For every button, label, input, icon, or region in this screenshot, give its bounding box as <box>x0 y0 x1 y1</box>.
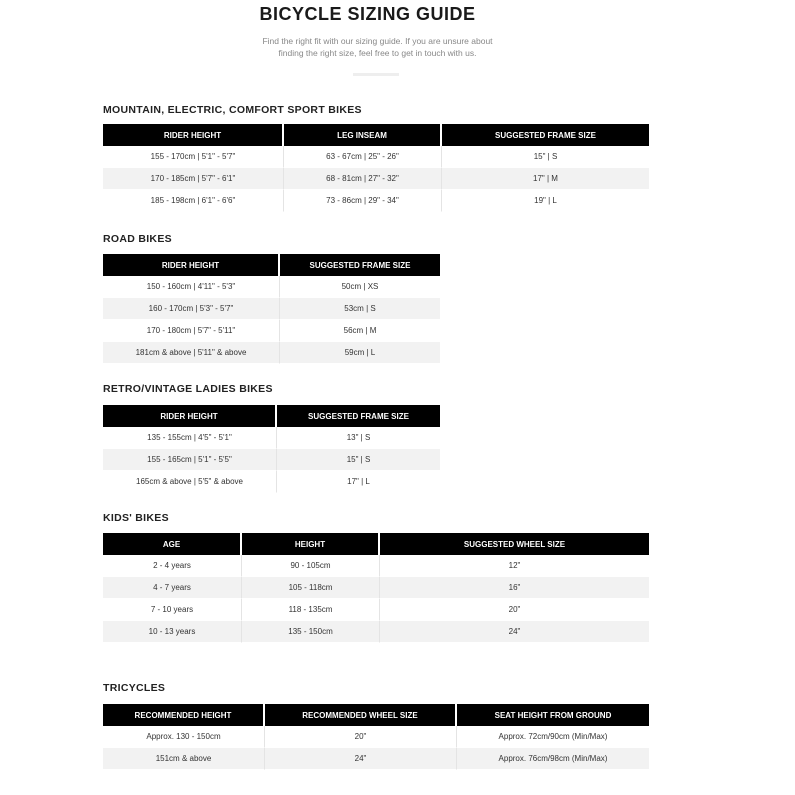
sizing-table-kids-bikes <box>103 533 649 643</box>
table-row <box>103 427 440 449</box>
column-header: HEIGHT <box>242 533 380 555</box>
table-cell: 50cm | XS <box>280 276 440 298</box>
column-header: SEAT HEIGHT FROM GROUND <box>457 704 649 726</box>
table-cell: 7 - 10 years <box>103 599 242 621</box>
table-cell: 90 - 105cm <box>242 555 380 577</box>
page-title: BICYCLE SIZING GUIDE <box>259 4 476 24</box>
table-cell: 151cm & above <box>103 748 265 770</box>
table-header-row <box>103 704 649 726</box>
column-header: RIDER HEIGHT <box>103 405 277 427</box>
table-row <box>103 621 649 643</box>
table-cell: 24" <box>265 748 457 770</box>
table-cell: 68 - 81cm | 27" - 32" <box>284 168 442 190</box>
table-cell: 56cm | M <box>280 320 440 342</box>
table-cell: Approx. 76cm/98cm (Min/Max) <box>457 748 649 770</box>
table-row <box>103 555 649 577</box>
table-cell: 63 - 67cm | 25" - 26" <box>284 146 442 168</box>
table-row <box>103 146 649 168</box>
table-header-row <box>103 405 440 427</box>
table-cell: 73 - 86cm | 29" - 34" <box>284 190 442 212</box>
table-row <box>103 577 649 599</box>
table-cell: 2 - 4 years <box>103 555 242 577</box>
table-cell: 118 - 135cm <box>242 599 380 621</box>
table-cell: 13" | S <box>277 427 440 449</box>
table-cell: 150 - 160cm | 4'11" - 5'3" <box>103 276 280 298</box>
table-cell: Approx. 72cm/90cm (Min/Max) <box>457 726 649 748</box>
section-title-road-bikes: ROAD BIKES <box>103 233 172 245</box>
table-row <box>103 342 440 364</box>
table-row <box>103 471 440 493</box>
subtitle-line-1: Find the right fit with our sizing guide. If you are unsure about <box>262 36 493 46</box>
table-cell: 19" | L <box>442 190 649 212</box>
table-cell: 155 - 170cm | 5'1" - 5'7" <box>103 146 284 168</box>
sizing-table-road-bikes <box>103 254 440 364</box>
table-row <box>103 298 440 320</box>
column-header: SUGGESTED FRAME SIZE <box>280 254 440 276</box>
table-cell: 170 - 180cm | 5'7" - 5'11" <box>103 320 280 342</box>
table-header-row <box>103 533 649 555</box>
table-cell: 105 - 118cm <box>242 577 380 599</box>
table-cell: 135 - 155cm | 4'5" - 5'1" <box>103 427 277 449</box>
title-divider <box>353 73 399 76</box>
table-cell: 181cm & above | 5'11" & above <box>103 342 280 364</box>
column-header: SUGGESTED FRAME SIZE <box>277 405 440 427</box>
column-header: RECOMMENDED WHEEL SIZE <box>265 704 457 726</box>
table-row <box>103 449 440 471</box>
column-header: SUGGESTED WHEEL SIZE <box>380 533 649 555</box>
column-header: AGE <box>103 533 242 555</box>
table-row <box>103 276 440 298</box>
table-cell: 17" | L <box>277 471 440 493</box>
table-row <box>103 748 649 770</box>
table-cell: 135 - 150cm <box>242 621 380 643</box>
table-cell: 20" <box>265 726 457 748</box>
table-cell: 15" | S <box>277 449 440 471</box>
table-cell: 53cm | S <box>280 298 440 320</box>
subtitle-line-2: finding the right size, feel free to get in touch with us. <box>278 48 477 58</box>
table-cell: 165cm & above | 5'5" & above <box>103 471 277 493</box>
sizing-table-retro-vintage-ladies-bikes <box>103 405 440 493</box>
table-row <box>103 168 649 190</box>
table-cell: 12" <box>380 555 649 577</box>
section-title-kids-bikes: KIDS' BIKES <box>103 512 169 524</box>
table-cell: 16" <box>380 577 649 599</box>
table-cell: 17" | M <box>442 168 649 190</box>
sizing-table-mountain-electric-comfort-sport-bikes <box>103 124 649 212</box>
page-subtitle <box>0 35 755 59</box>
section-title-retro-vintage-ladies-bikes: RETRO/VINTAGE LADIES BIKES <box>103 383 273 395</box>
column-header: SUGGESTED FRAME SIZE <box>442 124 649 146</box>
table-cell: 15" | S <box>442 146 649 168</box>
table-row <box>103 190 649 212</box>
table-cell: 10 - 13 years <box>103 621 242 643</box>
table-row <box>103 320 440 342</box>
column-header: RECOMMENDED HEIGHT <box>103 704 265 726</box>
table-cell: 4 - 7 years <box>103 577 242 599</box>
column-header: RIDER HEIGHT <box>103 124 284 146</box>
table-header-row <box>103 254 440 276</box>
table-cell: 160 - 170cm | 5'3" - 5'7" <box>103 298 280 320</box>
table-cell: 24" <box>380 621 649 643</box>
table-cell: Approx. 130 - 150cm <box>103 726 265 748</box>
section-title-tricycles: TRICYCLES <box>103 682 166 694</box>
column-header: LEG INSEAM <box>284 124 442 146</box>
sizing-table-tricycles <box>103 704 649 770</box>
table-cell: 185 - 198cm | 6'1" - 6'6" <box>103 190 284 212</box>
table-row <box>103 599 649 621</box>
column-header: RIDER HEIGHT <box>103 254 280 276</box>
section-title-mountain-electric-comfort-sport-bikes: MOUNTAIN, ELECTRIC, COMFORT SPORT BIKES <box>103 104 362 116</box>
table-row <box>103 726 649 748</box>
table-cell: 170 - 185cm | 5'7" - 6'1" <box>103 168 284 190</box>
table-cell: 59cm | L <box>280 342 440 364</box>
table-cell: 155 - 165cm | 5'1" - 5'5" <box>103 449 277 471</box>
table-header-row <box>103 124 649 146</box>
table-cell: 20" <box>380 599 649 621</box>
